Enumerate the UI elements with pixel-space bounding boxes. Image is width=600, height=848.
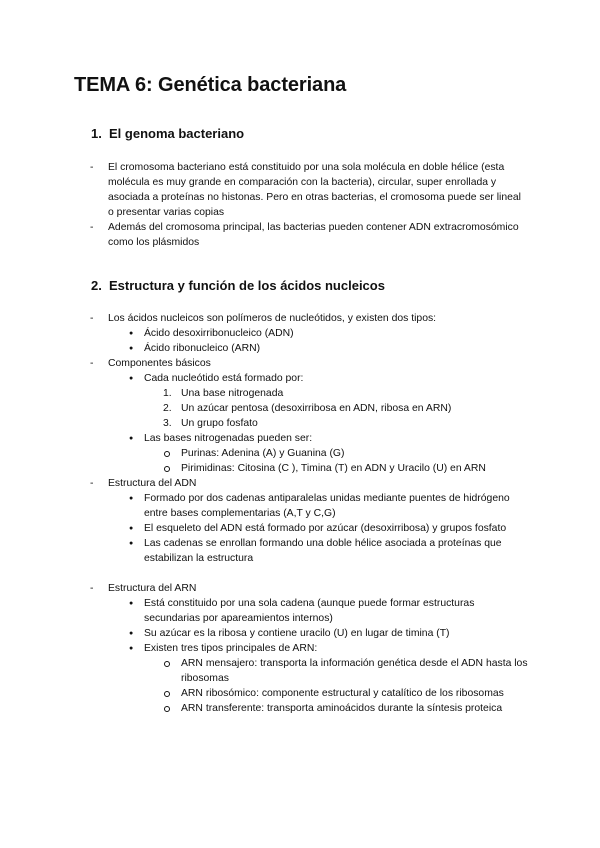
list-item: - Estructura del ARN	[0, 581, 528, 596]
section-1-heading	[91, 125, 244, 143]
item-number: 3.	[163, 418, 172, 429]
numbered-item	[0, 386, 528, 401]
numbered-item	[0, 416, 528, 431]
section-1-number: 1.	[91, 126, 102, 141]
item-text: Una base nitrogenada	[181, 388, 284, 399]
section-2-heading	[91, 277, 385, 295]
section-2-title: Estructura y función de los ácidos nucleicos	[109, 278, 385, 293]
page-title: TEMA 6: Genética bacteriana	[74, 74, 347, 96]
circle-item: ARN mensajero: transporta la información genética desde el ADN hasta los ribosomas	[0, 656, 528, 686]
section-1-title: El genoma bacteriano	[109, 126, 245, 141]
bullet-item: ● El esqueleto del ADN está formado por azúcar (desoxirribosa) y grupos fosfato	[0, 521, 528, 536]
bullet-item: ● Las cadenas se enrollan formando una doble hélice asociada a proteínas que estabilizan la estructura	[0, 536, 528, 566]
circle-item: ARN transferente: transporta aminoácidos durante la síntesis proteica	[0, 701, 528, 716]
bullet-item: ● Las bases nitrogenadas pueden ser:	[0, 431, 528, 446]
bullet-item: ● Cada nucleótido está formado por:	[0, 371, 528, 386]
list-item: - El cromosoma bacteriano está constituido por una sola molécula en doble hélice (esta molécula es muy grande en comparación con la bacteria), circular, super enrollada y asociada a proteínas no histonas. Pero en otras bacterias, el cromosoma puede ser lineal o presentar varias copias	[0, 160, 528, 220]
circle-item: ARN ribosómico: componente estructural y catalítico de los ribosomas	[0, 686, 528, 701]
bullet-item: ● Existen tres tipos principales de ARN:	[0, 641, 528, 656]
bullet-item: ● Su azúcar es la ribosa y contiene uracilo (U) en lugar de timina (T)	[0, 626, 528, 641]
bullet-item: ● Ácido ribonucleico (ARN)	[0, 341, 528, 356]
item-text: Un azúcar pentosa (desoxirribosa en ADN, ribosa en ARN)	[181, 403, 452, 414]
circle-item: Purinas: Adenina (A) y Guanina (G)	[0, 446, 528, 461]
spacer	[0, 566, 600, 581]
bullet-item: ● Formado por dos cadenas antiparalelas unidas mediante puentes de hidrógeno entre bases complementarias (A,T y C,G)	[0, 491, 528, 521]
list-item: - Estructura del ADN	[0, 476, 528, 491]
numbered-item	[0, 401, 528, 416]
list-item: - Los ácidos nucleicos son polímeros de nucleótidos, y existen dos tipos:	[0, 311, 528, 326]
section-1-list	[0, 160, 600, 250]
item-text: Un grupo fosfato	[181, 418, 258, 429]
list-item: - Además del cromosoma principal, las bacterias pueden contener ADN extracromosómico como los plásmidos	[0, 220, 528, 250]
section-2-number: 2.	[91, 278, 102, 293]
bullet-item: ● Está constituido por una sola cadena (aunque puede formar estructuras secundarias por apareamientos internos)	[0, 596, 528, 626]
item-number: 1.	[163, 388, 172, 399]
section-2-list	[0, 311, 600, 716]
item-number: 2.	[163, 403, 172, 414]
bullet-item: ● Ácido desoxirribonucleico (ADN)	[0, 326, 528, 341]
circle-item: Pirimidinas: Citosina (C ), Timina (T) en ADN y Uracilo (U) en ARN	[0, 461, 528, 476]
list-item: - Componentes básicos	[0, 356, 528, 371]
